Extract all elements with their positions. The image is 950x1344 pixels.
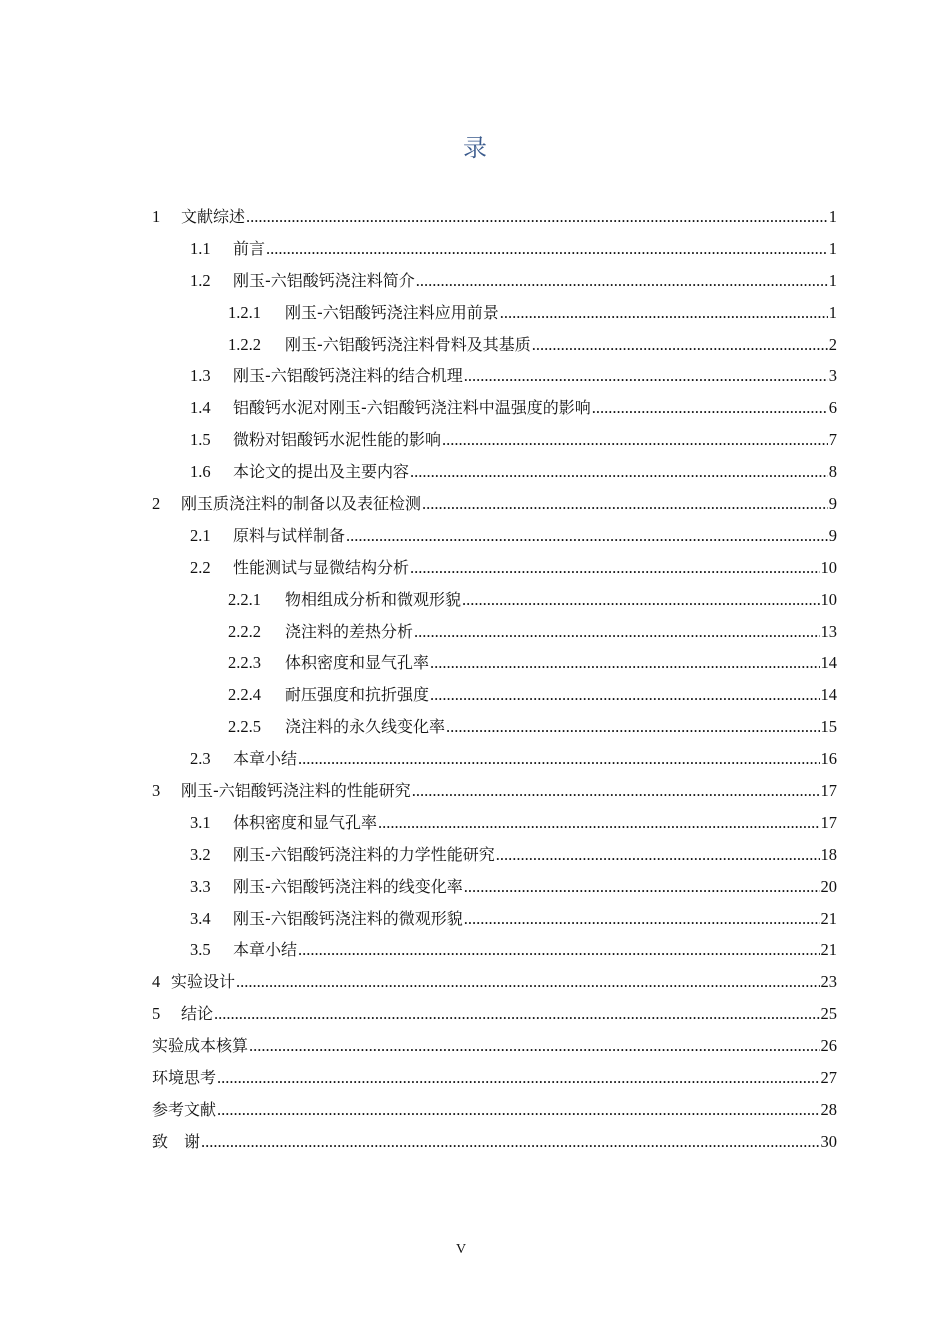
toc-leader-dots bbox=[266, 239, 828, 259]
toc-entry[interactable] bbox=[152, 427, 837, 459]
toc-entry-page: 26 bbox=[820, 1036, 837, 1056]
toc-entry[interactable] bbox=[152, 1065, 837, 1097]
toc-entry-title: 参考文献 bbox=[152, 1099, 217, 1119]
toc-entry-title: 体积密度和显气孔率 bbox=[233, 812, 378, 832]
toc-entry[interactable] bbox=[152, 778, 837, 810]
toc-entry-number: 4 bbox=[152, 972, 161, 992]
toc-entry-page: 25 bbox=[820, 1004, 837, 1024]
toc-entry-title: 结论 bbox=[181, 1004, 214, 1024]
toc-entry-page: 30 bbox=[820, 1131, 837, 1151]
toc-leader-dots bbox=[422, 494, 828, 514]
toc-entry[interactable] bbox=[152, 682, 837, 714]
toc-leader-dots bbox=[430, 653, 819, 673]
toc-leader-dots bbox=[462, 590, 819, 610]
toc-entry[interactable] bbox=[152, 459, 837, 491]
toc-entry-page: 21 bbox=[820, 908, 837, 928]
toc-entry[interactable] bbox=[152, 587, 837, 619]
toc-entry-number: 1.1 bbox=[190, 238, 211, 258]
toc-leader-dots bbox=[446, 717, 819, 737]
toc-entry[interactable] bbox=[152, 1033, 837, 1065]
toc-leader-dots bbox=[410, 462, 828, 482]
toc-leader-dots bbox=[430, 685, 819, 705]
toc-entry-page: 1 bbox=[828, 302, 837, 322]
toc-entry-title: 刚玉-六铝酸钙浇注料的力学性能研究 bbox=[233, 844, 495, 864]
toc-entry-page: 1 bbox=[828, 207, 837, 226]
toc-leader-dots bbox=[201, 1132, 819, 1152]
toc-leader-dots bbox=[416, 271, 828, 291]
toc-entry-number: 2.2.4 bbox=[228, 685, 261, 705]
toc-leader-dots bbox=[410, 558, 819, 578]
toc-entry-page: 17 bbox=[820, 812, 837, 832]
toc-entry-title: 浇注料的永久线变化率 bbox=[285, 717, 446, 737]
toc-entry-title: 体积密度和显气孔率 bbox=[285, 653, 430, 673]
toc-entry[interactable] bbox=[152, 555, 837, 587]
table-of-contents bbox=[152, 204, 837, 1161]
toc-entry[interactable] bbox=[152, 300, 837, 332]
toc-entry-title: 文献综述 bbox=[181, 207, 246, 226]
toc-entry[interactable] bbox=[152, 874, 837, 906]
toc-entry-page: 23 bbox=[820, 972, 837, 992]
toc-entry-page: 9 bbox=[828, 494, 837, 514]
toc-entry-number: 2 bbox=[152, 494, 161, 514]
toc-entry-page: 16 bbox=[820, 749, 837, 769]
toc-entry-title: 铝酸钙水泥对刚玉-六铝酸钙浇注料中温强度的影响 bbox=[233, 398, 591, 418]
toc-entry-page: 3 bbox=[828, 366, 837, 386]
toc-entry-page: 2 bbox=[828, 334, 837, 354]
toc-entry-number: 3.3 bbox=[190, 876, 211, 896]
toc-entry-number: 1.6 bbox=[190, 462, 211, 482]
toc-leader-dots bbox=[246, 207, 828, 227]
toc-entry-page: 1 bbox=[828, 238, 837, 258]
toc-entry-number: 3.1 bbox=[190, 812, 211, 832]
toc-entry-number: 2.1 bbox=[190, 525, 211, 545]
toc-entry[interactable] bbox=[152, 1001, 837, 1033]
toc-leader-dots bbox=[214, 1004, 819, 1024]
toc-entry-page: 7 bbox=[828, 430, 837, 450]
toc-entry-title: 本章小结 bbox=[233, 749, 298, 769]
toc-entry-title: 原料与试样制备 bbox=[233, 525, 346, 545]
toc-entry-number: 3.2 bbox=[190, 844, 211, 864]
toc-entry-title: 刚玉-六铝酸钙浇注料应用前景 bbox=[285, 302, 499, 322]
toc-leader-dots bbox=[346, 526, 828, 546]
toc-entry[interactable] bbox=[152, 1097, 837, 1129]
toc-entry[interactable] bbox=[152, 268, 837, 300]
toc-entry-page: 15 bbox=[820, 717, 837, 737]
toc-entry-number: 1.2.2 bbox=[228, 334, 261, 354]
toc-entry-page: 28 bbox=[820, 1099, 837, 1119]
toc-entry-page: 10 bbox=[820, 589, 837, 609]
toc-entry[interactable] bbox=[152, 842, 837, 874]
toc-entry-title: 刚玉质浇注料的制备以及表征检测 bbox=[181, 494, 422, 514]
toc-entry-page: 8 bbox=[828, 462, 837, 482]
toc-leader-dots bbox=[464, 877, 820, 897]
toc-entry-page: 9 bbox=[828, 525, 837, 545]
toc-entry[interactable] bbox=[152, 969, 837, 1001]
toc-leader-dots bbox=[236, 972, 819, 992]
toc-entry-title: 致 谢 bbox=[152, 1131, 201, 1151]
toc-leader-dots bbox=[464, 366, 828, 386]
toc-entry-title: 耐压强度和抗折强度 bbox=[285, 685, 430, 705]
toc-leader-dots bbox=[414, 622, 819, 642]
toc-entry[interactable] bbox=[152, 491, 837, 523]
toc-entry-number: 1.4 bbox=[190, 398, 211, 418]
toc-entry-page: 10 bbox=[820, 557, 837, 577]
toc-entry-page: 14 bbox=[820, 653, 837, 673]
toc-entry[interactable] bbox=[152, 810, 837, 842]
toc-entry-title: 刚玉-六铝酸钙浇注料骨料及其基质 bbox=[285, 334, 531, 354]
page-number: V bbox=[455, 1242, 467, 1257]
toc-entry-title: 刚玉-六铝酸钙浇注料的性能研究 bbox=[181, 781, 411, 801]
toc-entry-title: 本论文的提出及主要内容 bbox=[233, 462, 410, 482]
toc-leader-dots bbox=[217, 1068, 819, 1088]
toc-entry-title: 本章小结 bbox=[233, 940, 298, 960]
toc-leader-dots bbox=[217, 1100, 819, 1120]
toc-entry-number: 1.3 bbox=[190, 366, 211, 386]
toc-entry-title: 性能测试与显微结构分析 bbox=[233, 557, 410, 577]
toc-entry[interactable] bbox=[152, 906, 837, 938]
toc-entry-page: 1 bbox=[828, 270, 837, 290]
toc-entry-number: 5 bbox=[152, 1004, 161, 1024]
toc-entry[interactable] bbox=[152, 236, 837, 268]
toc-entry[interactable] bbox=[152, 363, 837, 395]
toc-entry-number: 3.4 bbox=[190, 908, 211, 928]
toc-entry[interactable] bbox=[152, 332, 837, 364]
toc-entry-title: 微粉对铝酸钙水泥性能的影响 bbox=[233, 430, 442, 450]
toc-entry[interactable] bbox=[152, 714, 837, 746]
toc-entry-title: 刚玉-六铝酸钙浇注料简介 bbox=[233, 270, 415, 290]
toc-entry-title: 前言 bbox=[233, 238, 266, 258]
toc-entry[interactable] bbox=[152, 937, 837, 969]
toc-entry-page: 20 bbox=[820, 876, 837, 896]
toc-entry-number: 1.2.1 bbox=[228, 302, 261, 322]
toc-leader-dots bbox=[464, 909, 820, 929]
toc-heading: 录 bbox=[463, 134, 487, 162]
toc-entry-page: 6 bbox=[828, 398, 837, 418]
toc-leader-dots bbox=[442, 430, 828, 450]
toc-entry-page: 13 bbox=[820, 621, 837, 641]
toc-leader-dots bbox=[496, 845, 820, 865]
toc-leader-dots bbox=[298, 940, 819, 960]
toc-entry-number: 1.2 bbox=[190, 270, 211, 290]
toc-entry-page: 17 bbox=[820, 781, 837, 801]
toc-entry[interactable] bbox=[152, 619, 837, 651]
toc-entry-number: 3.5 bbox=[190, 940, 211, 960]
toc-entry[interactable] bbox=[152, 523, 837, 555]
toc-entry-title: 刚玉-六铝酸钙浇注料的微观形貌 bbox=[233, 908, 463, 928]
toc-entry-number: 2.2.2 bbox=[228, 621, 261, 641]
toc-leader-dots bbox=[298, 749, 819, 769]
toc-entry-title: 物相组成分析和微观形貌 bbox=[285, 589, 462, 609]
toc-leader-dots bbox=[412, 781, 820, 801]
toc-entry-page: 27 bbox=[820, 1068, 837, 1088]
toc-entry-number: 1.5 bbox=[190, 430, 211, 450]
toc-entry[interactable] bbox=[152, 746, 837, 778]
toc-entry[interactable] bbox=[152, 204, 837, 236]
toc-entry[interactable] bbox=[152, 650, 837, 682]
toc-entry-title: 刚玉-六铝酸钙浇注料的结合机理 bbox=[233, 366, 463, 386]
toc-entry-number: 2.2.3 bbox=[228, 653, 261, 673]
toc-entry-number: 2.2 bbox=[190, 557, 211, 577]
toc-entry-title: 刚玉-六铝酸钙浇注料的线变化率 bbox=[233, 876, 463, 896]
toc-entry-title: 环境思考 bbox=[152, 1068, 217, 1088]
toc-leader-dots bbox=[378, 813, 819, 833]
toc-entry-title: 实验设计 bbox=[171, 972, 236, 992]
toc-entry-number: 2.3 bbox=[190, 749, 211, 769]
toc-entry-number: 2.2.5 bbox=[228, 717, 261, 737]
toc-entry-page: 21 bbox=[820, 940, 837, 960]
toc-leader-dots bbox=[500, 303, 828, 323]
toc-entry-page: 14 bbox=[820, 685, 837, 705]
toc-entry-title: 实验成本核算 bbox=[152, 1036, 249, 1056]
toc-leader-dots bbox=[532, 335, 828, 355]
toc-entry-page: 18 bbox=[820, 844, 837, 864]
toc-entry[interactable] bbox=[152, 395, 837, 427]
toc-leader-dots bbox=[249, 1036, 819, 1056]
toc-leader-dots bbox=[592, 398, 828, 418]
toc-entry-number: 1 bbox=[152, 207, 161, 226]
toc-entry[interactable] bbox=[152, 1129, 837, 1161]
toc-entry-number: 2.2.1 bbox=[228, 589, 261, 609]
toc-entry-title: 浇注料的差热分析 bbox=[285, 621, 414, 641]
toc-entry-number: 3 bbox=[152, 781, 161, 801]
